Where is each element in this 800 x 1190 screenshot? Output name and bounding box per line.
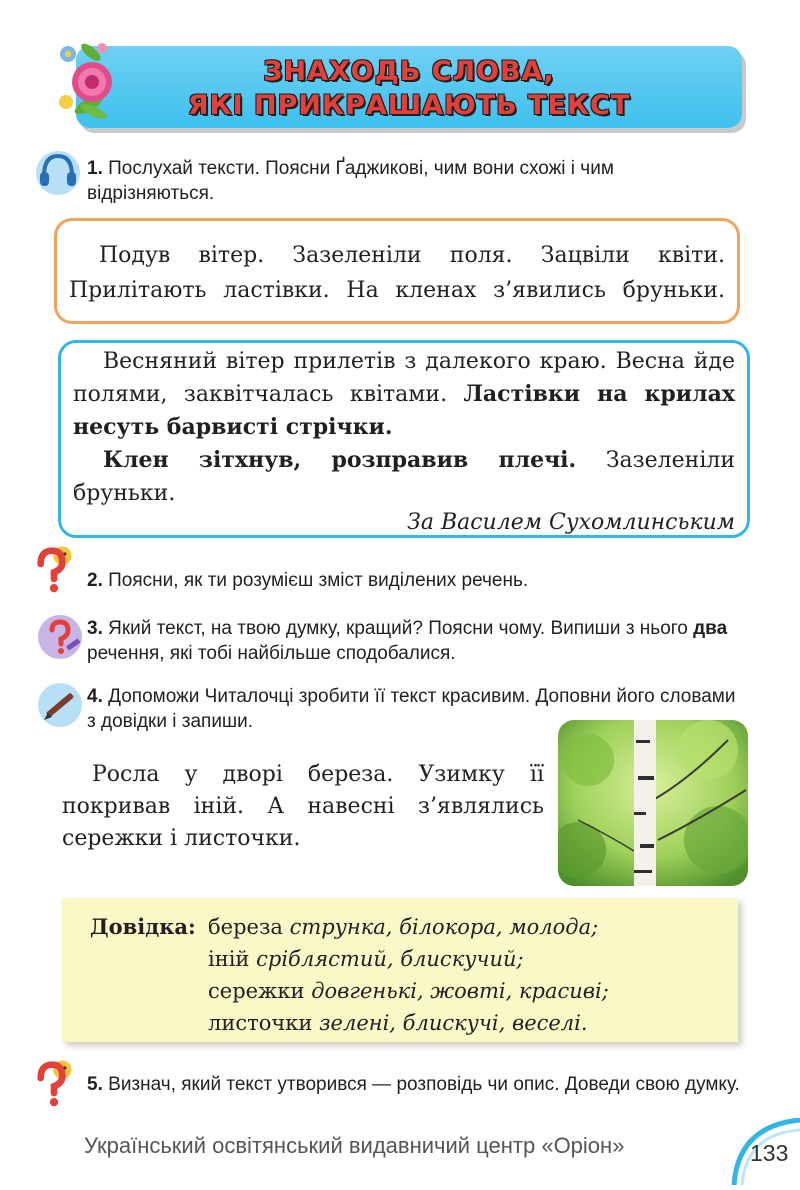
text-2-line-4: [73, 444, 735, 477]
page-number: 133: [750, 1140, 789, 1166]
text-box-1: [54, 218, 740, 324]
task-4-number: 4.: [87, 686, 103, 707]
text-2-line-4-plain: Зазеленіли: [576, 448, 735, 473]
task-2-number: 2.: [87, 570, 103, 591]
hint-word: береза: [208, 915, 283, 939]
page-title-line-1: ЗНАХОДЬ СЛОВА,: [263, 56, 555, 87]
author-attribution: За Василем Сухомлинським: [407, 510, 735, 535]
highlighted-sentence-1-part-2: несуть барвисті стрічки.: [73, 414, 393, 440]
task-2: [87, 568, 742, 593]
hint-adjectives: зелені, блискучі, веселі.: [319, 1011, 588, 1035]
question-icon: [30, 1058, 78, 1108]
task-4-text: Допоможи Читалочці зробити її текст красивим. Доповни його словами з довідки і запиши.: [87, 686, 736, 732]
birch-tree-photo: [558, 720, 748, 886]
task-3-text-end: речення, які тобі найбільше сподобалися.: [87, 643, 456, 664]
hint-word: сережки: [208, 979, 305, 1003]
text-2-line-3: [73, 411, 735, 444]
task-3-text-start: Який текст, на твою думку, кращий? Поясни чому. Випиши з нього: [108, 618, 694, 639]
hint-adjectives: сріблястий, блискучий;: [256, 947, 524, 971]
text-box-2: [58, 340, 750, 538]
pen-icon: [36, 680, 84, 730]
question-pencil-icon: [36, 612, 84, 662]
hint-row-2: [208, 944, 524, 974]
task-3-bold-word: два: [693, 618, 728, 639]
hint-adjectives: струнка, білокора, молода;: [289, 915, 599, 939]
hint-row-3: [208, 976, 609, 1006]
page-title-line-2: ЯКІ ПРИКРАШАЮТЬ ТЕКСТ: [187, 90, 631, 121]
hint-row-4: [208, 1008, 588, 1038]
headphones-icon: [34, 148, 82, 198]
task-3-number: 3.: [87, 618, 103, 639]
page-number-badge: [728, 1118, 800, 1185]
task-1-text: Послухай тексти. Поясни Ґаджикові, чим вони схожі і чим відрізняються.: [87, 158, 614, 204]
text-2-line-5: бруньки.: [73, 481, 176, 506]
hint-adjectives: довгенькі, жовті, красиві;: [311, 979, 609, 1003]
task-5-number: 5.: [87, 1074, 103, 1095]
flower-ornament-icon: [52, 36, 130, 134]
highlighted-sentence-1-part-1: Ластівки на крилах: [463, 381, 736, 407]
task-5: [87, 1072, 742, 1097]
highlighted-sentence-2: Клен зітхнув, розправив плечі.: [103, 447, 577, 473]
text-1-line-1: Подув вітер. Зазеленіли поля. Зацвіли квіти.: [99, 243, 725, 268]
task-1: [87, 156, 742, 206]
text-3-line-3: сережки і листочки.: [62, 826, 301, 851]
hint-box: [62, 898, 738, 1042]
text-3-line-2: покривав іній. А навесні з’являлись: [62, 794, 544, 819]
title-banner: [76, 46, 742, 128]
hint-word: листочки: [208, 1011, 313, 1035]
text-1-line-2: Прилітають ластівки. На кленах з’явились бруньки.: [69, 278, 725, 303]
text-2-line-2-plain: полями, заквітчалась квітами.: [73, 382, 464, 407]
hint-word: іній: [208, 947, 250, 971]
task-2-text: Поясни, як ти розумієш зміст виділених речень.: [108, 570, 529, 591]
publisher-footer: Український освітянський видавничий центр «Оріон»: [84, 1133, 625, 1158]
hint-label: Довідка:: [90, 914, 196, 939]
text-3-line-1: Росла у дворі береза. Узимку її: [92, 762, 544, 787]
task-1-number: 1.: [87, 158, 103, 179]
text-2-line-1: Весняний вітер прилетів з далекого краю. Весна йде: [103, 349, 735, 374]
task-5-text: Визнач, який текст утворився — розповідь чи опис. Доведи свою думку.: [108, 1074, 740, 1095]
question-icon: [30, 544, 78, 594]
hint-row-1: [208, 912, 598, 942]
text-2-line-2: [73, 378, 735, 411]
task-3: [87, 616, 742, 666]
